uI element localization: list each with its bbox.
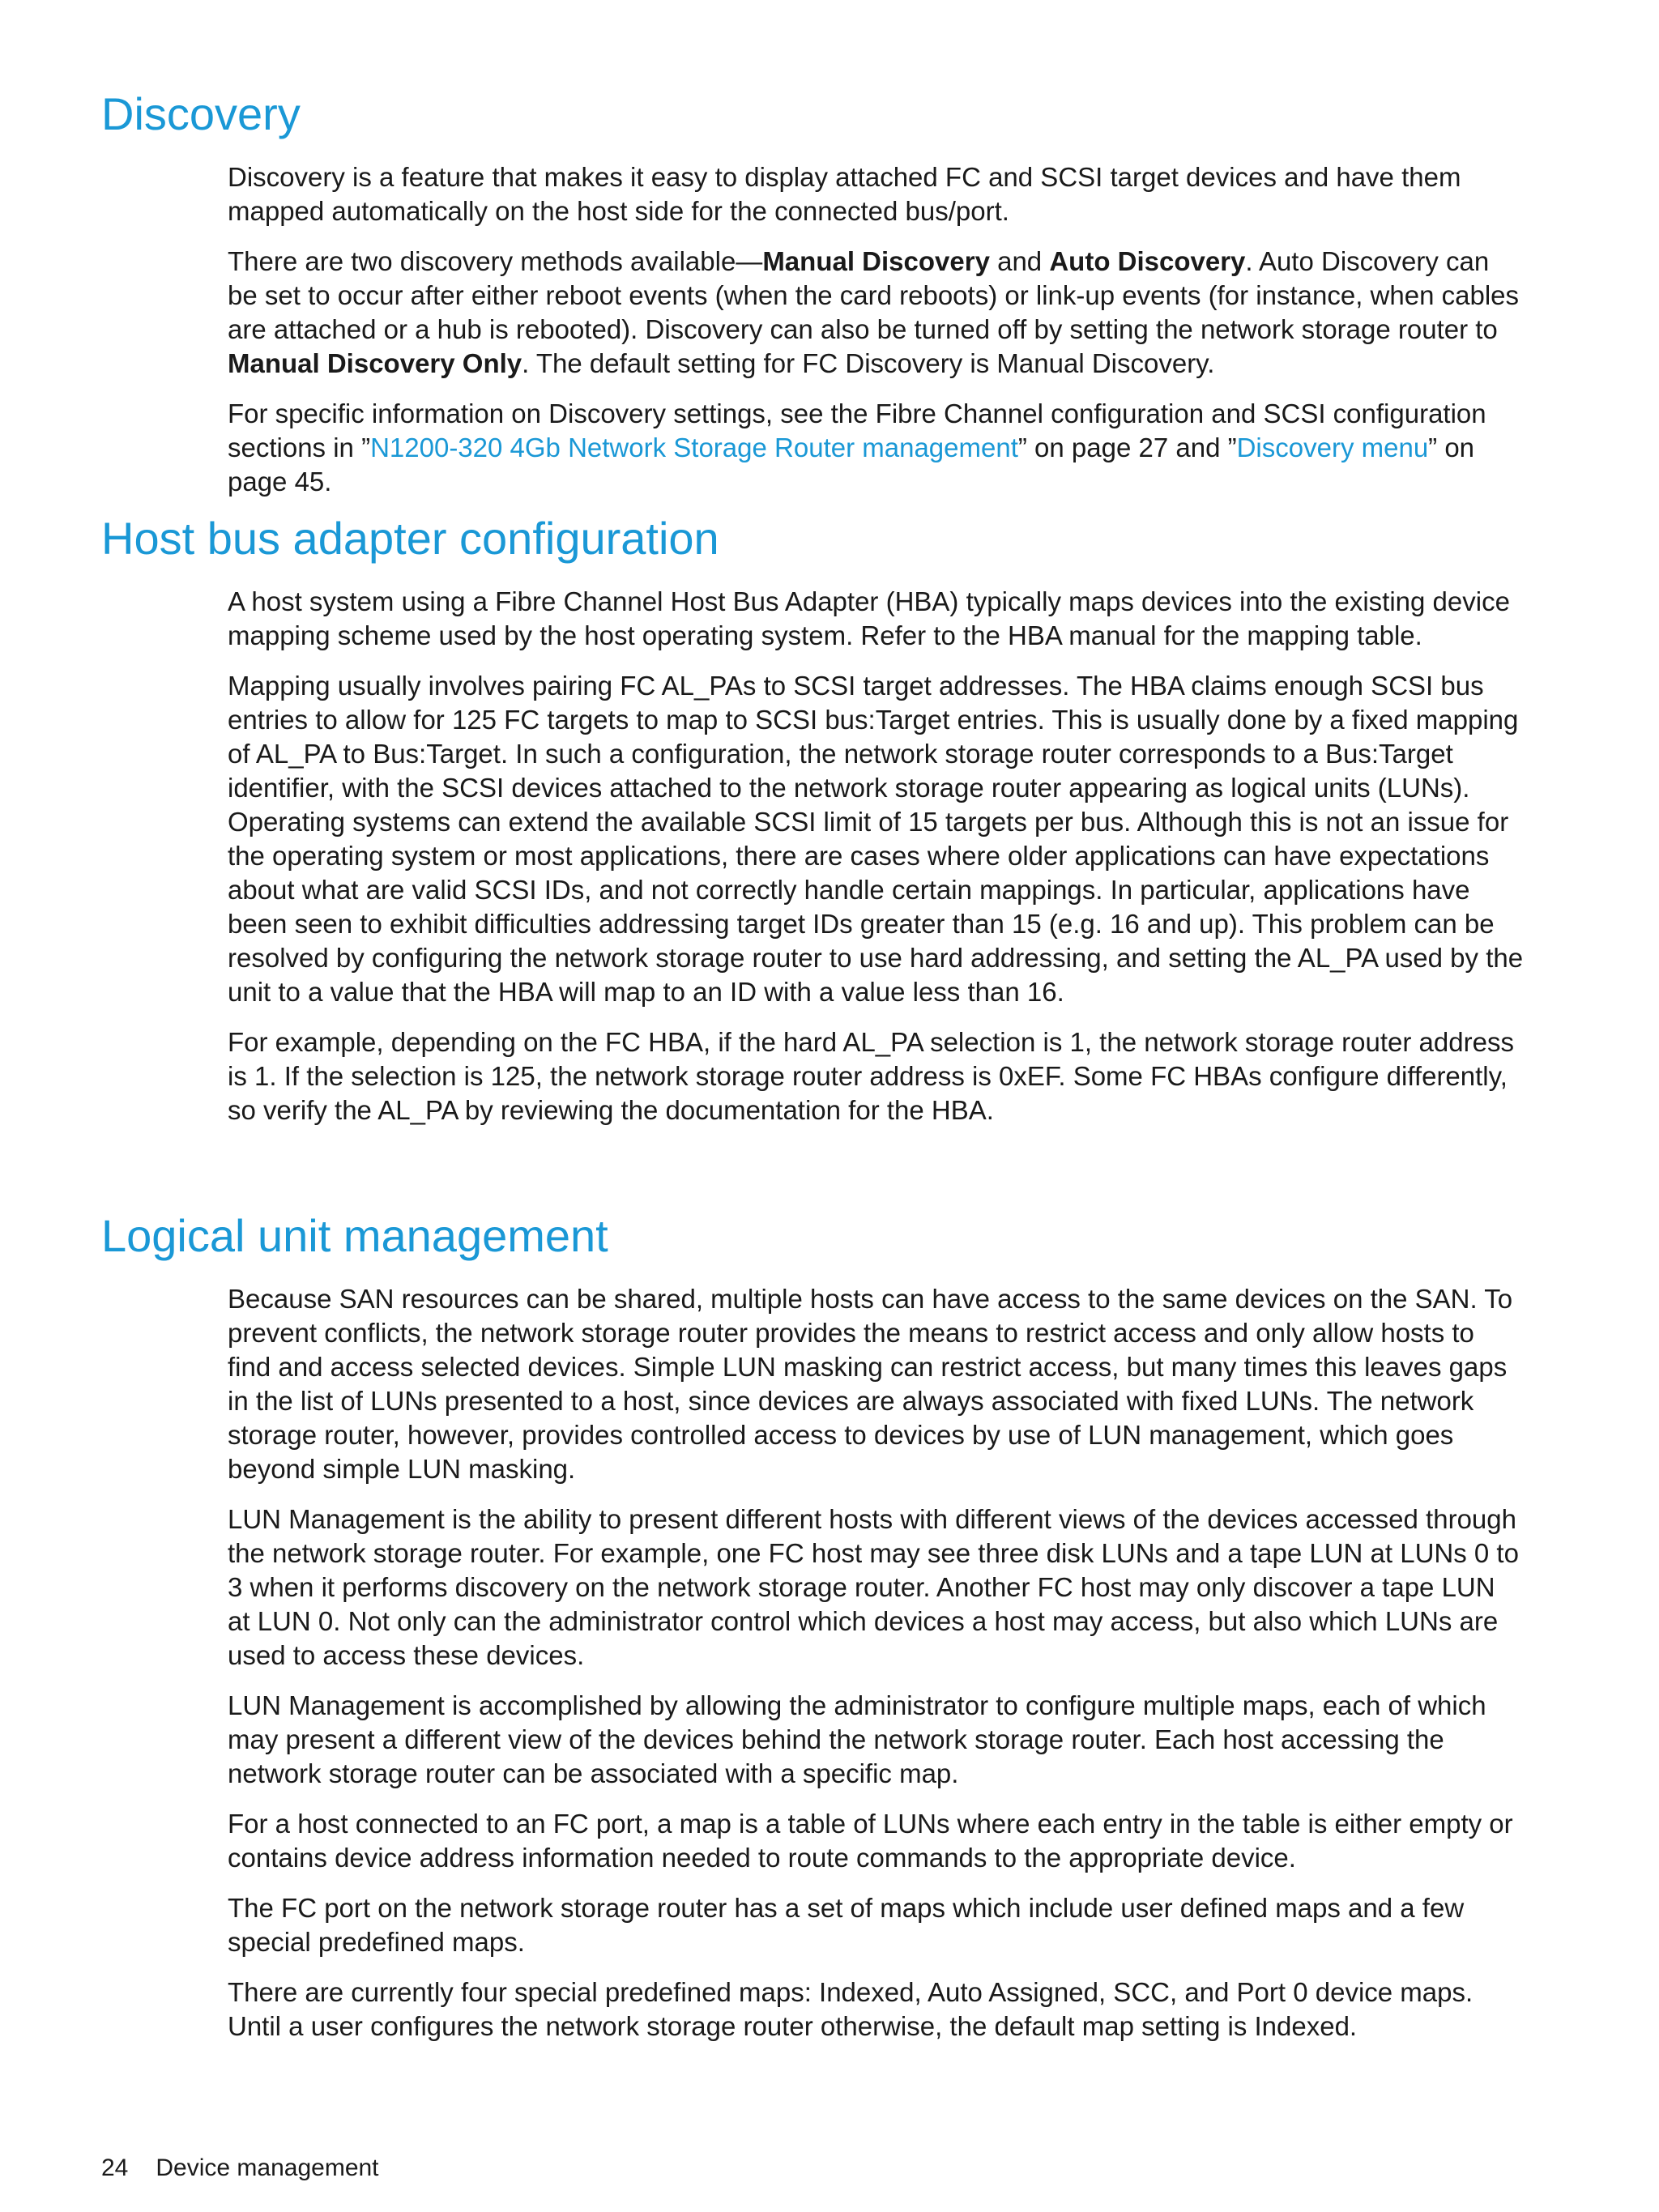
lun-paragraph-6: There are currently four special predefined maps: Indexed, Auto Assigned, SCC, and Port 0 device maps. Until a user configures the network storage router otherwise, the default map setting is Indexed. [228,1977,1473,2041]
page-number: 24 [101,2154,129,2181]
text-run: ” on page 27 and ” [1017,433,1237,462]
link-router-management[interactable]: N1200-320 4Gb Network Storage Router management [370,433,1018,462]
text-run: There are two discovery methods available— [228,246,763,276]
heading-hba-configuration: Host bus adapter configuration [101,513,719,564]
heading-logical-unit-management: Logical unit management [101,1210,608,1261]
lun-body [228,1282,1524,2060]
bold-manual-discovery: Manual Discovery [762,246,990,276]
lun-paragraph-5: The FC port on the network storage router has a set of maps which include user defined maps and a few special predefined maps. [228,1893,1465,1957]
text-run: and [989,246,1050,276]
text-run: ” on page 45. [228,433,1475,497]
chapter-name: Device management [156,2154,379,2181]
text-run: . The default setting for FC Discovery is Manual Discovery. [522,348,1215,378]
hba-paragraph-3: For example, depending on the FC HBA, if the hard AL_PA selection is 1, the network storage router address is 1. If the selection is 125, the network storage router address is 0xEF. Some FC HBAs configure differently, so verify the AL_PA by reviewing the documentation for the HBA. [228,1027,1514,1125]
discovery-paragraph-3 [228,397,1524,499]
bold-manual-discovery-only: Manual Discovery Only [228,348,522,378]
discovery-paragraph-1: Discovery is a feature that makes it easy to display attached FC and SCSI target devices and have them mapped automatically on the host side for the connected bus/port. [228,162,1461,226]
text-run: For specific information on Discovery settings, see the Fibre Channel configuration and SCSI configuration sections in ” [228,399,1486,462]
heading-discovery: Discovery [101,88,301,139]
lun-paragraph-1: Because SAN resources can be shared, multiple hosts can have access to the same devices on the SAN. To prevent conflicts, the network storage router provides the means to restrict access and only allow hosts to find and access selected devices. Simple LUN masking can restrict access, but many times this leaves gaps in the list of LUNs presented to a host, since devices are always associated with fixed LUNs. The network storage router, however, provides controlled access to devices by use of LUN management, which goes beyond simple LUN masking. [228,1284,1513,1484]
discovery-paragraph-2 [228,245,1524,381]
hba-paragraph-1: A host system using a Fibre Channel Host Bus Adapter (HBA) typically maps devices into the existing device mapping scheme used by the host operating system. Refer to the HBA manual for the mapping table. [228,586,1510,650]
hba-paragraph-2: Mapping usually involves pairing FC AL_PAs to SCSI target addresses. The HBA claims enough SCSI bus entries to allow for 125 FC targets to map to SCSI bus:Target entries. This is usually done by a fixed mapping of AL_PA to Bus:Target. In such a configuration, the network storage router corresponds to a Bus:Target identifier, with the SCSI devices attached to the network storage router appearing as logical units (LUNs). Operating systems can extend the available SCSI limit of 15 targets per bus. Although this is not an issue for the operating system or most applications, there are cases where older applications can have expectations about what are valid SCSI IDs, and not correctly handle certain mappings. In particular, applications have been seen to exhibit difficulties addressing target IDs greater than 15 (e.g. 16 and up). This problem can be resolved by configuring the network storage router to use hard addressing, and setting the AL_PA used by the unit to a value that the HBA will map to an ID with a value less than 16. [228,671,1524,1007]
link-discovery-menu[interactable]: Discovery menu [1236,433,1429,462]
page-footer [101,2154,379,2182]
bold-auto-discovery: Auto Discovery [1049,246,1246,276]
hba-body [228,585,1524,1144]
discovery-body [228,160,1524,515]
lun-paragraph-2: LUN Management is the ability to present different hosts with different views of the devices accessed through the network storage router. For example, one FC host may see three disk LUNs and a tape LUN at LUNs 0 to 3 when it performs discovery on the network storage router. Another FC host may only discover a tape LUN at LUN 0. Not only can the administrator control which devices a host may access, but also which LUNs are used to access these devices. [228,1504,1519,1670]
lun-paragraph-4: For a host connected to an FC port, a map is a table of LUNs where each entry in the table is either empty or contains device address information needed to route commands to the appropriate device. [228,1809,1513,1873]
text-run: . Auto Discovery can be set to occur after either reboot events (when the card reboots) or link-up events (for instance, when cables are attached or a hub is rebooted). Discovery can also be turned off by setting the network storage router to [228,246,1520,344]
lun-paragraph-3: LUN Management is accomplished by allowing the administrator to configure multiple maps, each of which may present a different view of the devices behind the network storage router. Each host accessing the network storage router can be associated with a specific map. [228,1690,1486,1788]
